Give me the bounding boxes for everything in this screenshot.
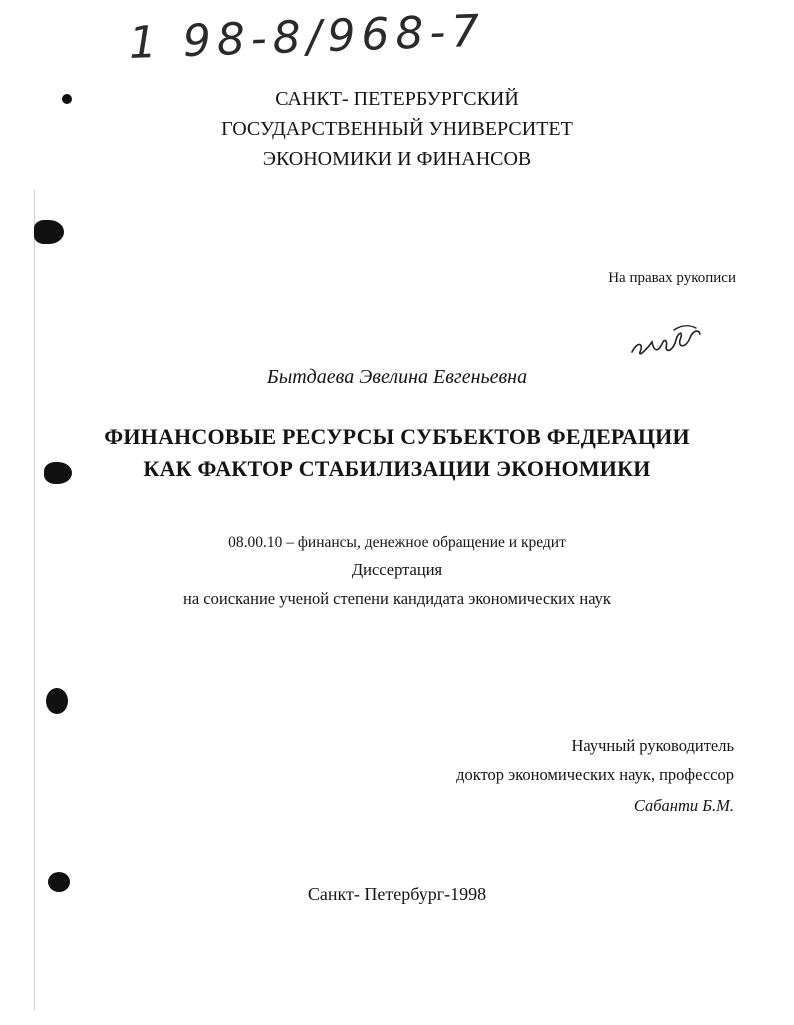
- manuscript-rights-note: На правах рукописи: [608, 270, 736, 286]
- supervisor-name: Сабанти Б.М.: [633, 796, 734, 815]
- university-name-line-3: ЭКОНОМИКИ И ФИНАНСОВ: [262, 148, 532, 170]
- catalog-number-stamp: 1 98-8/968-7: [128, 5, 487, 69]
- place-and-year: Санкт- Петербург-1998: [307, 884, 487, 904]
- university-name-line-2: ГОСУДАРСТВЕННЫЙ УНИВЕРСИТЕТ: [221, 118, 573, 140]
- punch-hole-mark: [34, 220, 64, 244]
- author-name: Бытдаева Эвелина Евгеньевна: [266, 366, 528, 388]
- document-type: Диссертация: [351, 560, 443, 579]
- university-name-line-1: САНКТ- ПЕТЕРБУРГСКИЙ: [275, 88, 519, 110]
- dissertation-title-line-2: КАК ФАКТОР СТАБИЛИЗАЦИИ ЭКОНОМИКИ: [143, 456, 651, 481]
- supervisor-degree: доктор экономических наук, профессор: [456, 765, 734, 784]
- specialty-code: 08.00.10 – финансы, денежное обращение и кредит: [228, 534, 566, 551]
- dissertation-title-line-1: ФИНАНСОВЫЕ РЕСУРСЫ СУБЪЕКТОВ ФЕДЕРАЦИИ: [104, 424, 690, 449]
- author-signature: [628, 322, 704, 360]
- punch-hole-mark: [46, 688, 68, 714]
- degree-purpose: на соискание ученой степени кандидата экономических наук: [183, 589, 611, 608]
- supervisor-label: Научный руководитель: [571, 736, 734, 755]
